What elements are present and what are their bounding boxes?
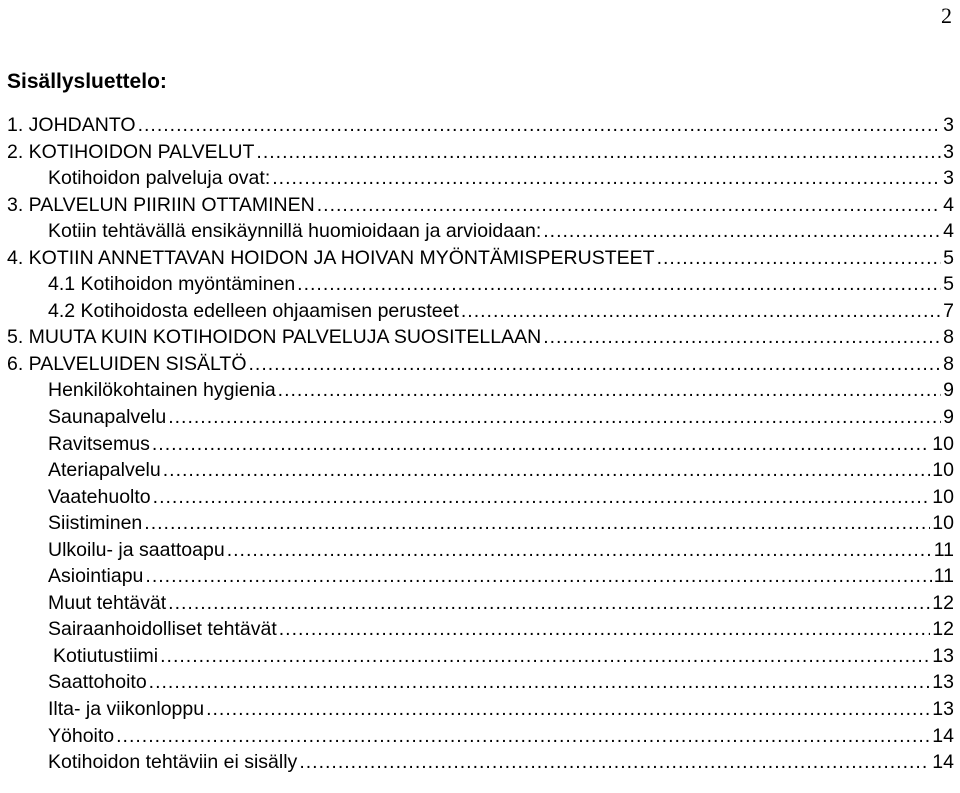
toc-heading: Sisällysluettelo:: [7, 70, 167, 93]
table-of-contents: [0, 112, 960, 776]
toc-entry-page: 10: [932, 459, 954, 482]
toc-entry-label: 2. KOTIHOIDON PALVELUT: [7, 140, 255, 163]
toc-entry-page: 11: [933, 538, 954, 561]
toc-entry-label: Saunapalvelu: [48, 406, 167, 429]
toc-entry-label: 4. KOTIIN ANNETTAVAN HOIDON JA HOIVAN MYÖNTÄMISPERUSTEET: [7, 246, 655, 269]
toc-entry-page: 7: [943, 299, 954, 322]
toc-entry[interactable]: [0, 404, 960, 431]
toc-entry-label: Yöhoito: [48, 724, 115, 747]
toc-entry-page: 9: [943, 379, 954, 402]
toc-entry[interactable]: [0, 457, 960, 484]
toc-dot-leader: [138, 112, 942, 138]
toc-entry-label: Ilta- ja viikonloppu: [48, 698, 205, 721]
toc-entry-page: 8: [943, 352, 954, 375]
toc-entry[interactable]: [0, 139, 960, 166]
toc-entry-page: 12: [932, 591, 954, 614]
toc-entry[interactable]: [0, 484, 960, 511]
toc-dot-leader: [278, 377, 941, 403]
toc-dot-leader: [168, 404, 941, 430]
toc-entry-label: Kotihoidon palveluja ovat:: [48, 167, 271, 190]
toc-dot-leader: [297, 271, 941, 297]
toc-entry-page: 10: [932, 512, 954, 535]
toc-entry-label: Ateriapalvelu: [48, 459, 161, 482]
toc-dot-leader: [272, 165, 941, 191]
toc-entry-page: 13: [932, 644, 954, 667]
toc-entry-page: 8: [943, 326, 954, 349]
toc-entry-label: Henkilökohtainen hygienia: [48, 379, 276, 402]
page-number: 2: [941, 3, 952, 28]
toc-entry[interactable]: [0, 245, 960, 272]
toc-entry[interactable]: [0, 696, 960, 723]
toc-entry-page: 13: [932, 671, 954, 694]
toc-entry-page: 10: [932, 432, 954, 455]
toc-entry-page: 14: [932, 751, 954, 774]
toc-entry[interactable]: [0, 298, 960, 325]
toc-entry[interactable]: [0, 643, 960, 670]
toc-dot-leader: [153, 484, 931, 510]
toc-entry[interactable]: [0, 431, 960, 458]
toc-dot-leader: [206, 696, 930, 722]
toc-dot-leader: [249, 351, 942, 377]
toc-entry-label: 6. PALVELUIDEN SISÄLTÖ: [7, 352, 247, 375]
toc-dot-leader: [279, 616, 931, 642]
toc-entry-label: Sairaanhoidolliset tehtävät: [48, 618, 277, 641]
toc-entry-page: 11: [933, 565, 954, 588]
toc-dot-leader: [461, 298, 941, 324]
toc-entry[interactable]: [0, 537, 960, 564]
toc-entry-page: 4: [943, 193, 954, 216]
toc-dot-leader: [116, 723, 930, 749]
toc-entry-label: Muut tehtävät: [48, 591, 167, 614]
toc-entry-label: Kotiin tehtävällä ensikäynnillä huomioidaan ja arvioidaan:: [48, 220, 542, 243]
toc-dot-leader: [256, 139, 941, 165]
toc-entry-page: 5: [943, 246, 954, 269]
toc-entry[interactable]: [0, 723, 960, 750]
toc-entry-page: 13: [932, 698, 954, 721]
toc-entry-label: 4.2 Kotihoidosta edelleen ohjaamisen perusteet: [48, 299, 459, 322]
toc-dot-leader: [149, 669, 931, 695]
toc-entry-page: 4: [943, 220, 954, 243]
toc-dot-leader: [299, 749, 930, 775]
toc-entry[interactable]: [0, 271, 960, 298]
toc-entry-label: Vaatehuolto: [48, 485, 151, 508]
toc-dot-leader: [145, 563, 931, 589]
toc-entry[interactable]: [0, 616, 960, 643]
toc-entry[interactable]: [0, 563, 960, 590]
toc-entry-label: Ulkoilu- ja saattoapu: [48, 538, 225, 561]
toc-entry[interactable]: [0, 192, 960, 219]
toc-entry[interactable]: [0, 377, 960, 404]
toc-entry-page: 9: [943, 406, 954, 429]
toc-entry[interactable]: [0, 324, 960, 351]
toc-entry-page: 14: [932, 724, 954, 747]
toc-dot-leader: [160, 643, 930, 669]
toc-entry-label: 5. MUUTA KUIN KOTIHOIDON PALVELUJA SUOSITELLAAN: [7, 326, 542, 349]
toc-entry-page: 5: [943, 273, 954, 296]
toc-entry-label: Ravitsemus: [48, 432, 150, 455]
toc-entry[interactable]: [0, 165, 960, 192]
toc-entry-label: 4.1 Kotihoidon myöntäminen: [48, 273, 296, 296]
toc-dot-leader: [163, 457, 931, 483]
toc-entry-page: 12: [932, 618, 954, 641]
toc-entry-page: 3: [943, 167, 954, 190]
toc-entry[interactable]: [0, 510, 960, 537]
toc-entry[interactable]: [0, 669, 960, 696]
toc-entry-page: 3: [943, 114, 954, 136]
toc-entry-label: Kotihoidon tehtäviin ei sisälly: [48, 751, 298, 774]
toc-entry[interactable]: [0, 351, 960, 378]
toc-entry-label: Asiointiapu: [48, 565, 144, 588]
toc-dot-leader: [227, 537, 932, 563]
toc-entry-label: 3. PALVELUN PIIRIIN OTTAMINEN: [7, 193, 315, 216]
toc-entry-page: 3: [943, 140, 954, 163]
toc-entry[interactable]: [0, 749, 960, 776]
toc-entry-label: Saattohoito: [48, 671, 147, 694]
toc-entry-page: 10: [932, 485, 954, 508]
toc-entry-label: 1. JOHDANTO: [7, 114, 136, 136]
toc-dot-leader: [168, 590, 930, 616]
toc-dot-leader: [317, 192, 941, 218]
toc-dot-leader: [657, 245, 942, 271]
toc-dot-leader: [543, 324, 941, 350]
toc-entry[interactable]: [0, 590, 960, 617]
toc-entry-label: Siistiminen: [48, 512, 143, 535]
toc-dot-leader: [144, 510, 930, 536]
toc-dot-leader: [152, 431, 930, 457]
toc-entry-label: Kotiutustiimi: [53, 644, 159, 667]
toc-dot-leader: [543, 218, 941, 244]
toc-entry[interactable]: [0, 112, 960, 139]
toc-entry[interactable]: [0, 218, 960, 245]
